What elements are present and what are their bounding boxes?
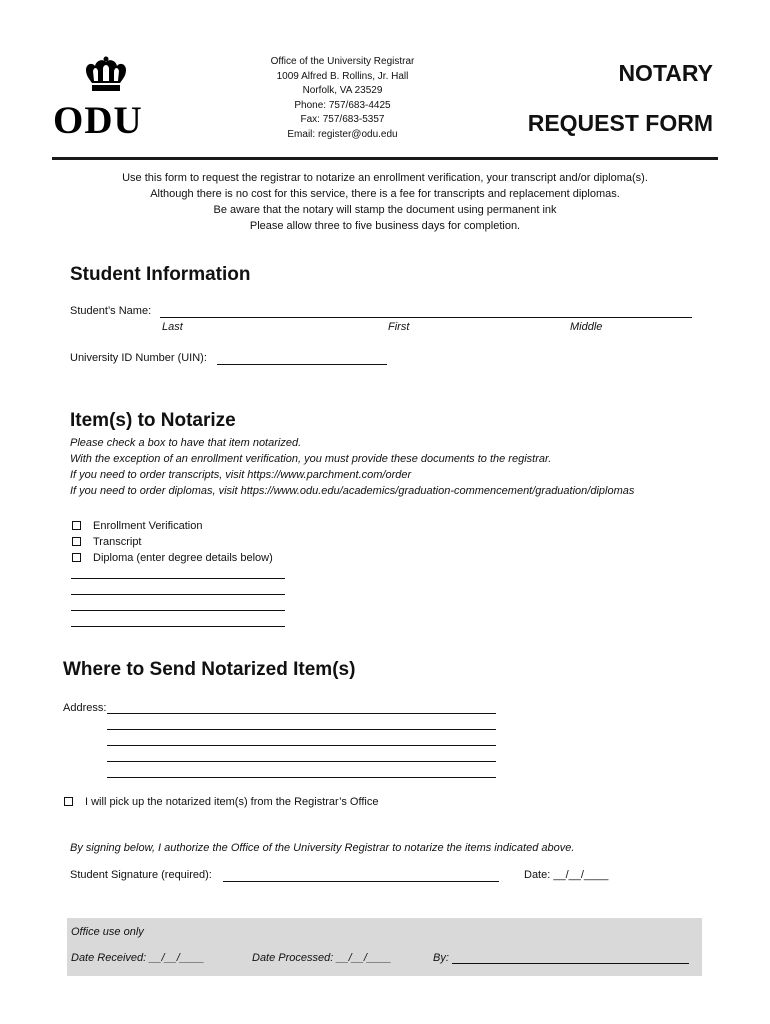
student-name-row — [70, 305, 695, 319]
uin-field[interactable] — [217, 364, 387, 365]
pickup-option[interactable] — [64, 796, 378, 808]
items-notes — [70, 435, 634, 499]
first-name-caption: First — [388, 321, 410, 333]
student-name-field[interactable] — [160, 317, 692, 318]
office-name: Office of the University Registrar — [270, 56, 415, 67]
middle-name-caption: Middle — [570, 321, 603, 333]
address-field-line[interactable] — [107, 745, 496, 746]
intro-text — [60, 170, 710, 234]
degree-details-line[interactable] — [71, 578, 285, 579]
office-phone: Phone: 757/683-4425 — [294, 99, 391, 111]
odu-logo: ODU — [53, 99, 143, 142]
office-email: Email: register@odu.edu — [287, 128, 398, 140]
office-contact-block — [230, 55, 455, 143]
office-fax: Fax: 757/683-5357 — [300, 114, 385, 126]
uin-label: University ID Number (UIN): — [70, 352, 207, 364]
intro-line: Please allow three to five business days for completion. — [249, 220, 521, 232]
header-divider — [52, 157, 718, 160]
office-use-title: Office use only — [71, 926, 144, 938]
office-address-line-2: Norfolk, VA 23529 — [302, 85, 383, 97]
student-info-heading: Student Information — [70, 264, 251, 285]
office-use-box — [67, 918, 702, 976]
items-checklist — [72, 518, 273, 566]
address-label: Address: — [63, 702, 107, 714]
office-address-line-1: 1009 Alfred B. Rollins, Jr. Hall — [276, 70, 409, 82]
address-field-line[interactable] — [107, 777, 496, 778]
items-note: If you need to order transcripts, visit https://www.parchment.com/order — [70, 469, 412, 481]
intro-line: Although there is no cost for this service, there is a fee for transcripts and replacement diplomas. — [150, 188, 620, 200]
intro-line: Be aware that the notary will stamp the document using permanent ink — [213, 204, 557, 216]
last-name-caption: Last — [162, 321, 183, 333]
items-note: Please check a box to have that item notarized. — [70, 437, 302, 449]
checklist-label: Transcript — [93, 536, 142, 548]
degree-details-line[interactable] — [71, 610, 285, 611]
form-title-line-1: NOTARY — [618, 60, 713, 86]
signature-label: Student Signature (required): — [70, 869, 212, 881]
degree-details-line[interactable] — [71, 626, 285, 627]
checkbox-pickup[interactable] — [64, 797, 73, 806]
items-note: With the exception of an enrollment verification, you must provide these documents to the registrar. — [70, 453, 552, 465]
checklist-item-enrollment[interactable] — [72, 518, 273, 534]
processed-by-label: By: — [433, 952, 449, 964]
pickup-label: I will pick up the notarized item(s) from the Registrar’s Office — [85, 796, 379, 808]
checkbox-transcript[interactable] — [72, 537, 81, 546]
date-processed[interactable]: Date Processed: __/__/____ — [252, 952, 392, 964]
address-field-line[interactable] — [107, 729, 496, 730]
intro-line: Use this form to request the registrar to notarize an enrollment verification, your transcript and/or diploma(s). — [122, 172, 648, 184]
checkbox-enrollment-verification[interactable] — [72, 521, 81, 530]
checklist-item-transcript[interactable] — [72, 534, 273, 550]
send-heading: Where to Send Notarized Item(s) — [63, 659, 356, 680]
degree-details-line[interactable] — [71, 594, 285, 595]
signature-date[interactable]: Date: __/__/____ — [524, 869, 609, 881]
checkbox-diploma[interactable] — [72, 553, 81, 562]
checklist-label: Enrollment Verification — [93, 520, 203, 532]
processed-by-field[interactable] — [452, 963, 689, 964]
checklist-label: Diploma (enter degree details below) — [93, 552, 273, 564]
form-title-line-2: REQUEST FORM — [527, 110, 713, 136]
crown-icon — [82, 56, 130, 96]
items-heading: Item(s) to Notarize — [70, 410, 236, 431]
address-field-line[interactable] — [107, 761, 496, 762]
items-note: If you need to order diplomas, visit https://www.odu.edu/academics/graduation-commencement/graduation/diplomas — [70, 485, 635, 497]
checklist-item-diploma[interactable] — [72, 550, 273, 566]
student-name-label: Student’s Name: — [70, 305, 152, 317]
address-field-line[interactable] — [107, 713, 496, 714]
date-received[interactable]: Date Received: __/__/____ — [71, 952, 205, 964]
signature-field[interactable] — [223, 881, 499, 882]
authorization-statement: By signing below, I authorize the Office of the University Registrar to notarize the items indicated above. — [70, 842, 575, 854]
